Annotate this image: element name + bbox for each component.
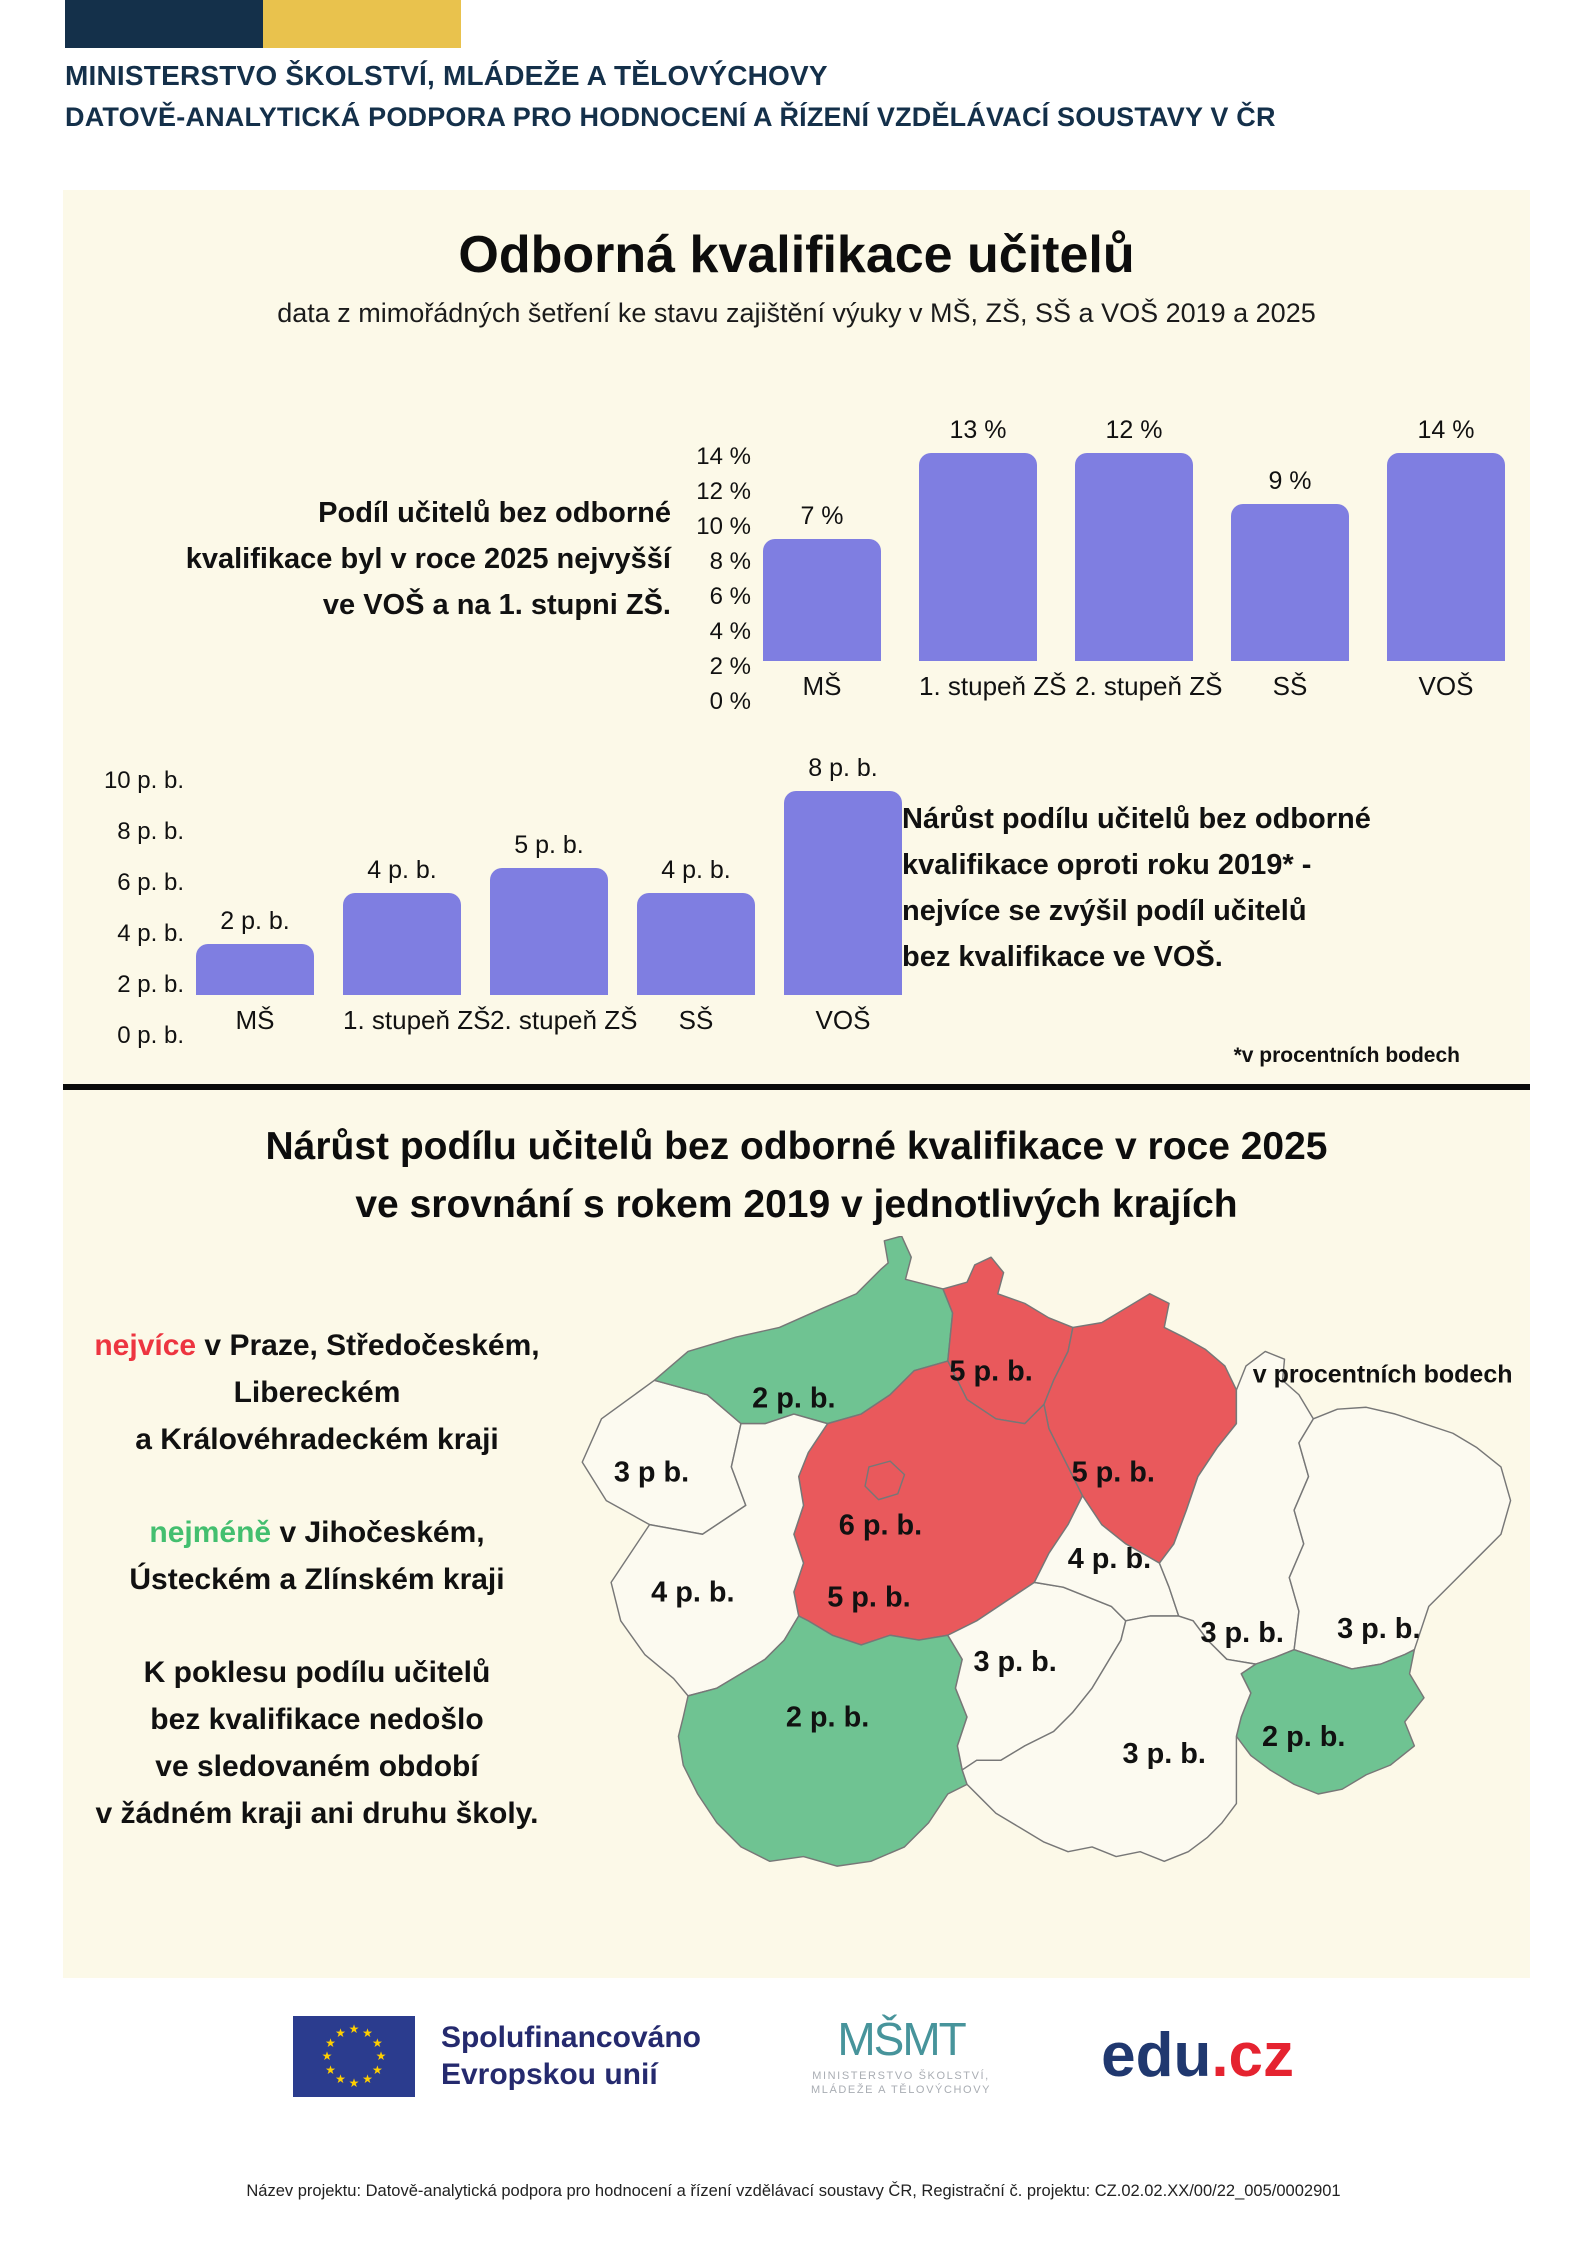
region-label-kralovehradecky: 5 p. b. — [1071, 1456, 1155, 1489]
region-label-zlinsky: 2 p. b. — [1262, 1720, 1346, 1753]
content-panel — [63, 190, 1530, 1978]
region-label-liberecky: 5 p. b. — [949, 1355, 1033, 1388]
bar-column — [784, 740, 902, 995]
bar-column — [1387, 416, 1505, 661]
bar-column — [196, 740, 314, 995]
chart2-note-line: Nárůst podílu učitelů bez odborné — [902, 803, 1371, 835]
bar-VOŠ — [784, 791, 902, 995]
map-svg — [563, 1236, 1525, 1871]
map-note-text: a Královéhradeckém kraji — [135, 1423, 499, 1456]
bar-value-label: 2 p. b. — [220, 907, 290, 935]
least-label: nejméně — [149, 1516, 272, 1549]
region-label-stredocesky: 5 p. b. — [827, 1581, 911, 1614]
map-units-note: v procentních bodech — [1252, 1360, 1513, 1389]
y-axis-tick: 6 p. b. — [117, 869, 184, 896]
eu-star-icon: ★ — [362, 2072, 373, 2087]
bar-1. stupeň ZŠ — [343, 893, 461, 995]
bar-value-label: 12 % — [1105, 416, 1163, 444]
czech-regions-map — [563, 1236, 1530, 1871]
bar-column — [1231, 416, 1349, 661]
chart1-note-line: ve VOŠ a na 1. stupni ZŠ. — [322, 589, 671, 621]
region-label-jihocesky: 2 p. b. — [785, 1701, 870, 1734]
eu-flag-icon — [293, 2016, 415, 2097]
brand-yellow-block — [263, 0, 461, 48]
map-note-text: v Jihočeském, — [271, 1516, 485, 1549]
bar-SŠ — [637, 893, 755, 995]
x-axis-category-label: MŠ — [235, 1005, 275, 1035]
bar-value-label: 4 p. b. — [661, 856, 731, 884]
eu-star-icon: ★ — [371, 2062, 383, 2077]
bar-column — [637, 740, 755, 995]
edu-logo-part: edu — [1101, 2021, 1212, 2090]
y-axis-tick: 4 p. b. — [117, 920, 184, 947]
plot-area — [763, 416, 1505, 661]
x-axis-category-label: 1. stupeň ZŠ — [343, 1005, 491, 1035]
map-note-least — [71, 1509, 563, 1603]
y-axis-tick: 10 % — [696, 513, 751, 540]
y-axis-tick: 2 p. b. — [117, 971, 184, 998]
map-note-text: ve sledovaném období — [155, 1750, 479, 1783]
region-label-jihomoravsky: 3 p. b. — [1122, 1738, 1206, 1771]
bar-chart-growth-since-2019 — [85, 740, 902, 1049]
x-axis-category-label: SŠ — [678, 1005, 714, 1035]
map-note-most — [71, 1322, 563, 1463]
y-axis-tick: 0 p. b. — [117, 1022, 184, 1049]
map-section-title-line: Nárůst podílu učitelů bez odborné kvalifikace v roce 2025 — [265, 1125, 1328, 1168]
eu-star-icon: ★ — [371, 2035, 383, 2050]
map-section-title-line: ve srovnání s rokem 2019 v jednotlivých krajích — [355, 1183, 1238, 1226]
msmt-caption — [811, 2069, 991, 2097]
x-axis-category-label: 1. stupeň ZŠ — [919, 671, 1067, 701]
region-label-praha: 6 p. b. — [838, 1509, 923, 1542]
plot-area — [196, 740, 902, 995]
brand-navy-block — [65, 0, 263, 48]
bar-column — [1075, 416, 1193, 661]
page-subtitle: data z mimořádných šetření ke stavu zajištění výuky v MŠ, ZŠ, SŠ a VOŠ 2019 a 2025 — [277, 298, 1316, 328]
bar-value-label: 7 % — [800, 501, 844, 530]
footer-logos — [0, 2015, 1587, 2097]
percentage-points-footnote: *v procentních bodech — [1233, 1044, 1460, 1067]
chart2-note-line: nejvíce se zvýšil podíl učitelů — [902, 895, 1307, 927]
y-axis-tick: 8 p. b. — [117, 818, 184, 845]
y-axis — [85, 767, 184, 1049]
y-axis-tick: 4 % — [709, 618, 751, 645]
project-registration-line: Název projektu: Datově-analytická podpora pro hodnocení a řízení vzdělávací soustavy ČR, Registrační č. projektu: CZ.02.02.XX/00/22_005/0002901 — [246, 2182, 1341, 2200]
map-note-text: v Praze, Středočeském, — [196, 1329, 540, 1362]
y-axis-tick: 12 % — [696, 478, 751, 505]
map-note-text: Libereckém — [233, 1376, 401, 1409]
chart1-row — [63, 416, 1530, 715]
chart2-row — [63, 740, 1530, 1049]
bar-MŠ — [196, 944, 314, 995]
map-note-no-decline — [71, 1649, 563, 1837]
bar-value-label: 9 % — [1268, 466, 1312, 495]
eu-text-line: Evropskou unií — [440, 2058, 658, 2091]
most-label: nejvíce — [94, 1329, 197, 1362]
region-label-vysocina: 3 p. b. — [973, 1645, 1057, 1678]
msmt-caption-line: MINISTERSTVO ŠKOLSTVÍ, — [812, 2070, 990, 2082]
y-axis-tick: 8 % — [709, 548, 751, 575]
eu-star-icon: ★ — [335, 2025, 346, 2040]
bar-value-label: 5 p. b. — [514, 830, 584, 859]
map-section-title — [63, 1118, 1530, 1234]
msmt-monogram: MŠMT — [837, 2013, 965, 2065]
chart1-note — [63, 490, 671, 628]
ministry-title: MINISTERSTVO ŠKOLSTVÍ, MLÁDEŽE A TĚLOVÝCHOVY — [65, 60, 828, 91]
y-axis-tick: 0 % — [709, 688, 751, 715]
region-label-plzensky: 4 p. b. — [651, 1576, 735, 1609]
x-axis-category-label: 2. stupeň ZŠ — [490, 1005, 638, 1035]
bar-MŠ — [763, 539, 881, 662]
bar-column — [763, 416, 881, 661]
map-notes — [63, 1236, 563, 1871]
eu-star-icon: ★ — [348, 2076, 360, 2090]
chart1-note-line: Podíl učitelů bez odborné — [318, 497, 671, 529]
map-note-text: Ústeckém a Zlínském kraji — [129, 1563, 505, 1596]
eu-star-icon: ★ — [325, 2035, 336, 2050]
region-label-pardubicky: 4 p. b. — [1067, 1542, 1152, 1575]
x-axis-category-label: VOŠ — [815, 1005, 871, 1035]
x-axis-category-label: VOŠ — [1418, 671, 1474, 701]
x-axis-category-label: 2. stupeň ZŠ — [1075, 671, 1223, 701]
region-label-karlovarsky: 3 p b. — [613, 1456, 690, 1489]
edu-logo-part: .cz — [1211, 2021, 1295, 2090]
y-axis — [671, 443, 751, 715]
bar-value-label: 4 p. b. — [367, 856, 437, 884]
bar-column — [490, 740, 608, 995]
region-label-olomoucky: 3 p. b. — [1200, 1617, 1284, 1650]
y-axis-tick: 2 % — [709, 653, 751, 680]
eu-star-icon: ★ — [348, 2022, 360, 2036]
eu-cofunded-text — [441, 2019, 701, 2093]
bar-column — [343, 740, 461, 995]
region-label-moravskoslezsky: 3 p. b. — [1337, 1613, 1421, 1646]
bar-chart-share-2025 — [671, 416, 1505, 715]
map-note-text: v žádném kraji ani druhu školy. — [95, 1797, 539, 1830]
bar-SŠ — [1231, 504, 1349, 662]
eu-star-icon: ★ — [375, 2049, 387, 2063]
eu-star-icon: ★ — [325, 2062, 336, 2077]
chart2-note-line: kvalifikace oproti roku 2019* - — [902, 849, 1312, 881]
bar-VOŠ — [1387, 453, 1505, 661]
map-note-text: bez kvalifikace nedošlo — [150, 1703, 484, 1736]
eu-cofunded-logo — [293, 2016, 701, 2097]
page-title: Odborná kvalifikace učitelů — [458, 226, 1135, 284]
x-axis-category-label: MŠ — [802, 671, 842, 701]
y-axis-tick: 10 p. b. — [103, 767, 184, 794]
msmt-logo — [811, 2015, 991, 2097]
map-note-text: K poklesu podílu učitelů — [143, 1656, 491, 1689]
map-row — [63, 1236, 1530, 1871]
section-divider — [63, 1084, 1530, 1090]
bar-1. stupeň ZŠ — [919, 453, 1037, 661]
y-axis-tick: 14 % — [696, 443, 751, 470]
eu-star-icon: ★ — [321, 2049, 333, 2063]
bar-column — [919, 416, 1037, 661]
region-label-ustecky: 2 p. b. — [752, 1382, 836, 1415]
eu-text-line: Spolufinancováno — [440, 2021, 701, 2054]
y-axis-tick: 6 % — [709, 583, 751, 610]
bar-2. stupeň ZŠ — [490, 868, 608, 996]
edu-cz-logo — [1101, 2021, 1295, 2090]
bar-value-label: 8 p. b. — [808, 754, 878, 782]
chart2-note — [902, 796, 1530, 980]
eu-star-icon: ★ — [362, 2025, 373, 2040]
chart2-note-line: bez kvalifikace ve VOŠ. — [902, 941, 1223, 973]
bar-value-label: 13 % — [949, 416, 1007, 444]
x-axis-category-label: SŠ — [1272, 671, 1308, 701]
bar-2. stupeň ZŠ — [1075, 453, 1193, 661]
project-subtitle-header: DATOVĚ-ANALYTICKÁ PODPORA PRO HODNOCENÍ A ŘÍZENÍ VZDĚLÁVACÍ SOUSTAVY V ČR — [65, 102, 1276, 132]
eu-star-icon: ★ — [335, 2072, 346, 2087]
msmt-caption-line: MLÁDEŽE A TĚLOVÝCHOVY — [810, 2084, 992, 2096]
chart1-note-line: kvalifikace byl v roce 2025 nejvyšší — [185, 543, 671, 575]
bar-value-label: 14 % — [1417, 416, 1475, 444]
